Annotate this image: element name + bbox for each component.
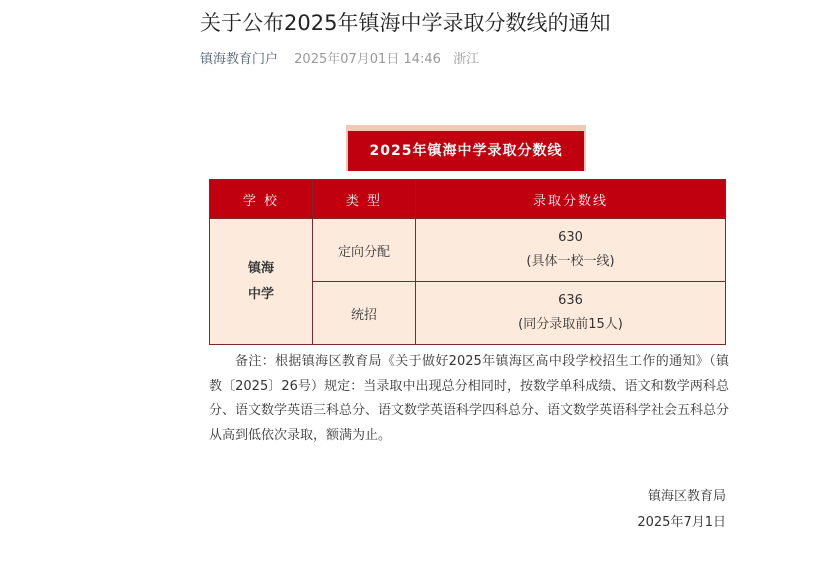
type-cell: 统招 [313,282,416,345]
article-meta [200,50,479,70]
remarks-paragraph: 备注：根据镇海区教育局《关于做好2025年镇海区高中段学校招生工作的通知》（镇教〔2025〕26号）规定：当录取中出现总分相同时，按数学单科成绩、语文和数学两科总分、语文数学英语三科总分、语文数学英语科学四科总分、语文数学英语科学社会五科总分从高到低依次录取，额满为止。 [209,354,730,443]
header-type: 类 型 [313,180,416,219]
table-row [210,219,726,282]
school-name-line1: 镇海 [247,260,274,276]
signature-block [637,484,726,536]
header-score: 录取分数线 [416,180,726,219]
banner-title: 2025年镇海中学录取分数线 [348,131,584,171]
score-value: 630 [558,230,583,245]
score-table [209,179,726,345]
source-link[interactable]: 镇海教育门户 [200,52,279,67]
score-value: 636 [558,293,583,308]
publish-time: 2025年07月01日 14:46 [294,52,441,67]
signature-date: 2025年7月1日 [637,515,726,530]
type-cell: 定向分配 [313,219,416,282]
score-cell [416,282,726,345]
page-title: 关于公布2025年镇海中学录取分数线的通知 [200,11,611,35]
score-note: (同分录取前15人) [518,317,623,332]
score-note: (具体一校一线) [526,254,615,269]
school-name-line2: 中学 [247,286,274,302]
header-school: 学 校 [210,180,313,219]
school-cell [210,219,313,345]
signature-org: 镇海区教育局 [647,489,726,504]
table-header-row [210,180,726,219]
region-label: 浙江 [453,52,480,67]
score-cell [416,219,726,282]
